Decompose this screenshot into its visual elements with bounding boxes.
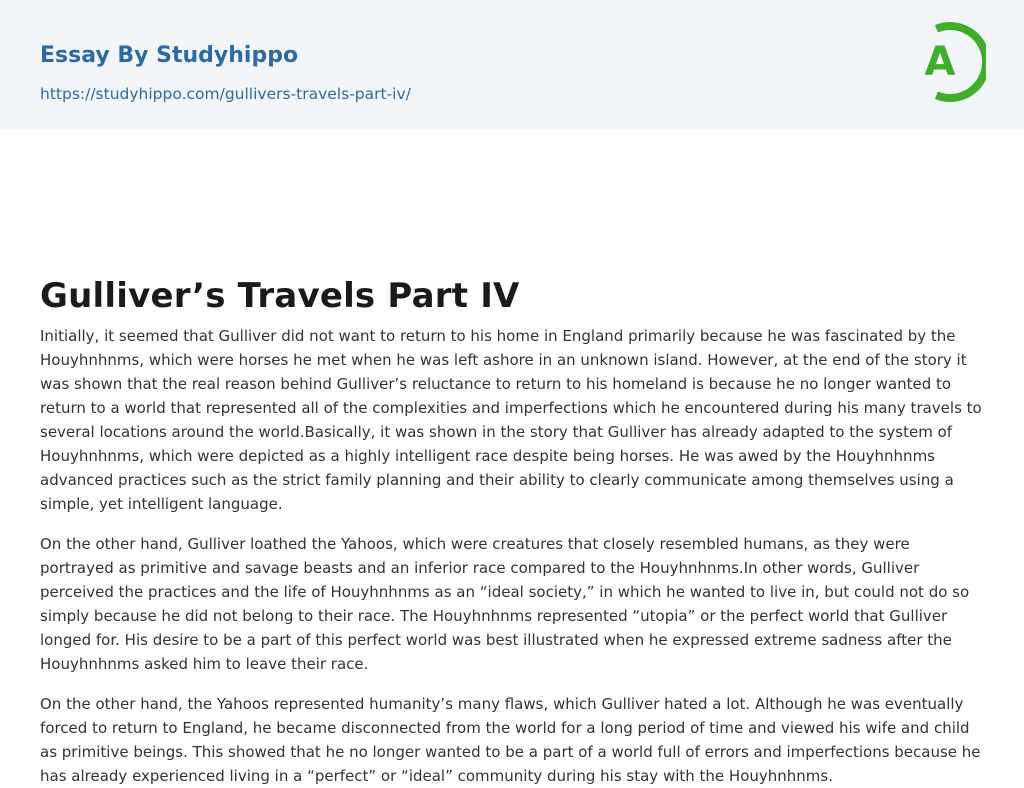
studyhippo-logo-icon[interactable] bbox=[912, 19, 986, 105]
site-title: Essay By Studyhippo bbox=[40, 43, 299, 68]
site-header bbox=[0, 0, 1024, 129]
logo-letter: A bbox=[924, 39, 956, 85]
essay-content bbox=[0, 129, 1024, 788]
essay-paragraph-1: Initially, it seemed that Gulliver did not want to return to his home in England primarily because he was fascinated by the Houyhnhnms, which were horses he met when he was left ashore in an unknown island. However, at the end of the story it was shown that the real reason behind Gulliver’s reluctance to return to his homeland is because he no longer wanted to return to a world that represented all of the complexities and imperfections which he encountered during his many travels to several locations around the world.Basically, it was shown in the story that Gulliver has already adapted to the system of Houyhnhnms, which were depicted as a highly intelligent race despite being horses. He was awed by the Houyhnhnms advanced practices such as the strict family planning and their ability to clearly communicate among themselves using a simple, yet intelligent language. bbox=[40, 327, 982, 513]
essay-title: Gulliver’s Travels Part IV bbox=[40, 276, 520, 316]
essay-url-link[interactable]: https://studyhippo.com/gullivers-travels-part-iv/ bbox=[40, 85, 411, 103]
essay-paragraph-2: On the other hand, Gulliver loathed the Yahoos, which were creatures that closely resembled humans, as they were portrayed as primitive and savage beasts and an inferior race compared to the Houyhnhnms.In other words, Gulliver perceived the practices and the life of Houyhnhnms as an “ideal society,” in which he wanted to live in, but could not do so simply because he did not belong to their race. The Houyhnhnms represented “utopia” or the perfect world that Gulliver longed for. His desire to be a part of this perfect world was best illustrated when he expressed extreme sadness after the Houyhnhnms asked him to leave their race. bbox=[40, 535, 970, 673]
essay-paragraph-3: On the other hand, the Yahoos represented humanity’s many flaws, which Gulliver hated a lot. Although he was eventually forced to return to England, he became disconnected from the world for a long period of time and viewed his wife and child as primitive beings. This showed that he no longer wanted to be a part of a world full of errors and imperfections because he has already experienced living in a “perfect” or “ideal” community during his stay with the Houyhnhnms. bbox=[40, 695, 981, 785]
